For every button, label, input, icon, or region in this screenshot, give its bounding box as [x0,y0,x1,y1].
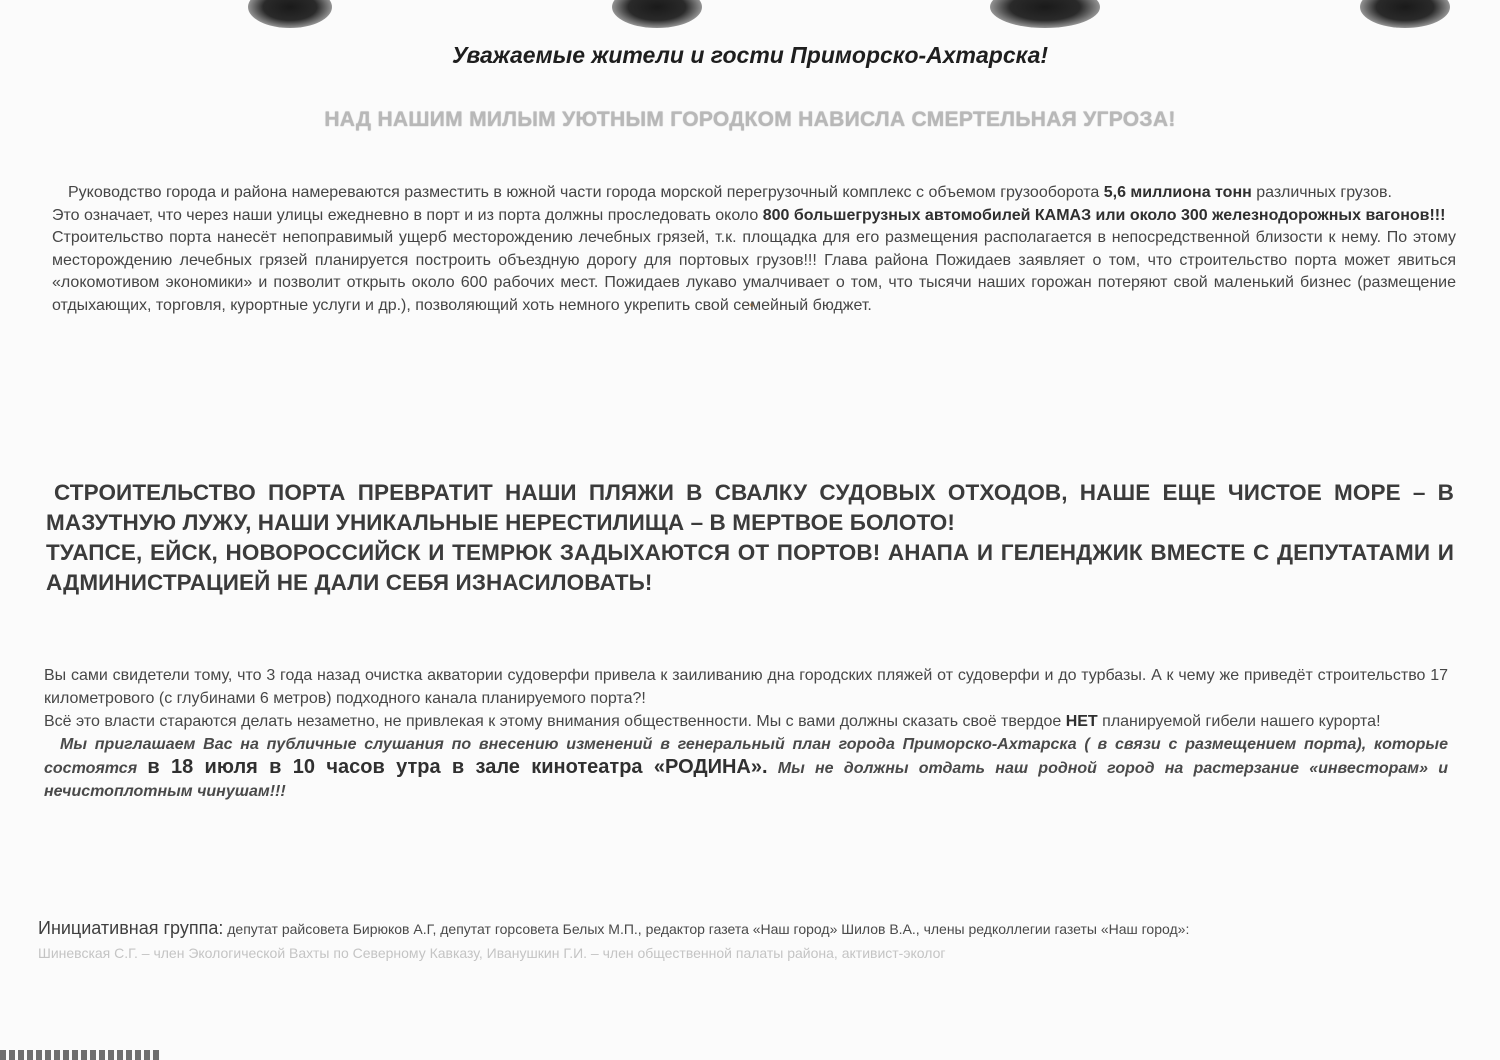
scan-artifact [248,0,332,28]
initiative-group-members-faded: Шиневская С.Г. – член Экологической Вахты по Северному Кавказу, Иванушкин Г.И. – член общественной палаты района, активист-эколог [38,945,946,961]
invitation-text: Мы не должны отдать наш родной город на растерзание «инвесторам» и нечистоплотным чинушам!!! [44,760,1448,800]
intro-section [52,182,1456,317]
details-text: Всё это власти стараются делать незаметно, не привлекая к этому внимания общественности. Мы с вами должны сказать своё твердое [44,713,1066,730]
greeting-title: Уважаемые жители и гости Приморско-Ахтарска! [451,42,1049,68]
invitation-text: Мы приглашаем Вас на публичные слушания по внесению изменений в генеральный план города Приморско-Ахтарска ( в связи с размещением порта), которые состоятся [44,736,1448,777]
scan-artifact [1360,0,1450,28]
hearing-date-venue: в 18 июля в 10 часов утра в зале кинотеатра «РОДИНА». [147,756,768,778]
details-paragraph-1: Вы сами свидетели тому, что 3 года назад очистка акватории судоверфи привела к заиливанию дна городских пляжей от судоверфи и до турбазы. А к чему же приведёт строительство 17 километрового (с глубинами 6 метров) подходного канала планируемого порта?! [44,667,1448,707]
invitation-paragraph [44,733,1448,803]
warning-paragraph-1: СТРОИТЕЛЬСТВО ПОРТА ПРЕВРАТИТ НАШИ ПЛЯЖИ В СВАЛКУ СУДОВЫХ ОТХОДОВ, НАШЕ ЕЩЕ ЧИСТОЕ МОРЕ – В МАЗУТНУЮ ЛУЖУ, НАШИ УНИКАЛЬНЫЕ НЕРЕСТИЛИЩА – В МЕРТВОЕ БОЛОТО! [46,480,1454,535]
signature-section [38,916,1458,965]
headline: НАД НАШИМ МИЛЫМ УЮТНЫМ ГОРОДКОМ НАВИСЛА СМЕРТЕЛЬНАЯ УГРОЗА! [324,108,1176,131]
traffic-volume: 800 большегрузных автомобилей КАМАЗ или около 300 железнодорожных вагонов!!! [762,206,1446,224]
intro-paragraph-3: Строительство порта нанесёт непоправимый ущерб месторождению лечебных грязей, т.к. площадка для его размещения располагается в непосредственной близости к нему. По этому месторождению лечебных грязей планируется построить объездную дорогу для портовых грузов!!! Глава района Пожидаев заявляет о том, что строительство порта может явиться «локомотивом экономики» и позволит открыть около 600 рабочих мест. Пожидаев лукаво умалчивает о том, что тысячи наших горожан потеряют свой маленький бизнес (размещение отдыхающих, торговля, курортные услуги и др.), позволяющий хоть немного укрепить свой семейный бюджет. [52,229,1456,314]
intro-paragraph-2 [52,205,1456,228]
cargo-volume: 5,6 миллиона тонн [1103,184,1252,201]
warning-section [46,478,1454,598]
scan-artifact [612,0,702,28]
intro-text: Это означает, что через наши улицы ежедневно в порт и из порта должны проследовать около [52,206,763,224]
warning-paragraph-2: ТУАПСЕ, ЕЙСК, НОВОРОССИЙСК И ТЕМРЮК ЗАДЫХАЮТСЯ ОТ ПОРТОВ! АНАПА И ГЕЛЕНДЖИК ВМЕСТЕ С ДЕПУТАТАМИ И АДМИНИСТРАЦИЕЙ НЕ ДАЛИ СЕБЯ ИЗНАСИЛОВАТЬ! [46,540,1454,595]
initiative-group-label: Инициативная группа: [38,918,224,938]
no-word: НЕТ [1065,713,1098,730]
intro-text: различных грузов. [1251,184,1392,201]
details-text: планируемой гибели нашего курорта! [1097,713,1381,730]
scan-artifact [0,1050,160,1060]
initiative-group-members: депутат райсовета Бирюков А.Г, депутат горсовета Белых М.П., редактор газета «Наш город» Шилов В.А., члены редколлегии газеты «Наш город»: [223,921,1190,937]
details-paragraph-2 [44,710,1448,733]
intro-text: Руководство города и района намереваются разместить в южной части города морской перегрузочный комплекс с объемом грузооборота [68,184,1104,201]
details-section [44,664,1448,803]
intro-paragraph-1 [52,182,1456,205]
scan-artifact [990,0,1100,28]
